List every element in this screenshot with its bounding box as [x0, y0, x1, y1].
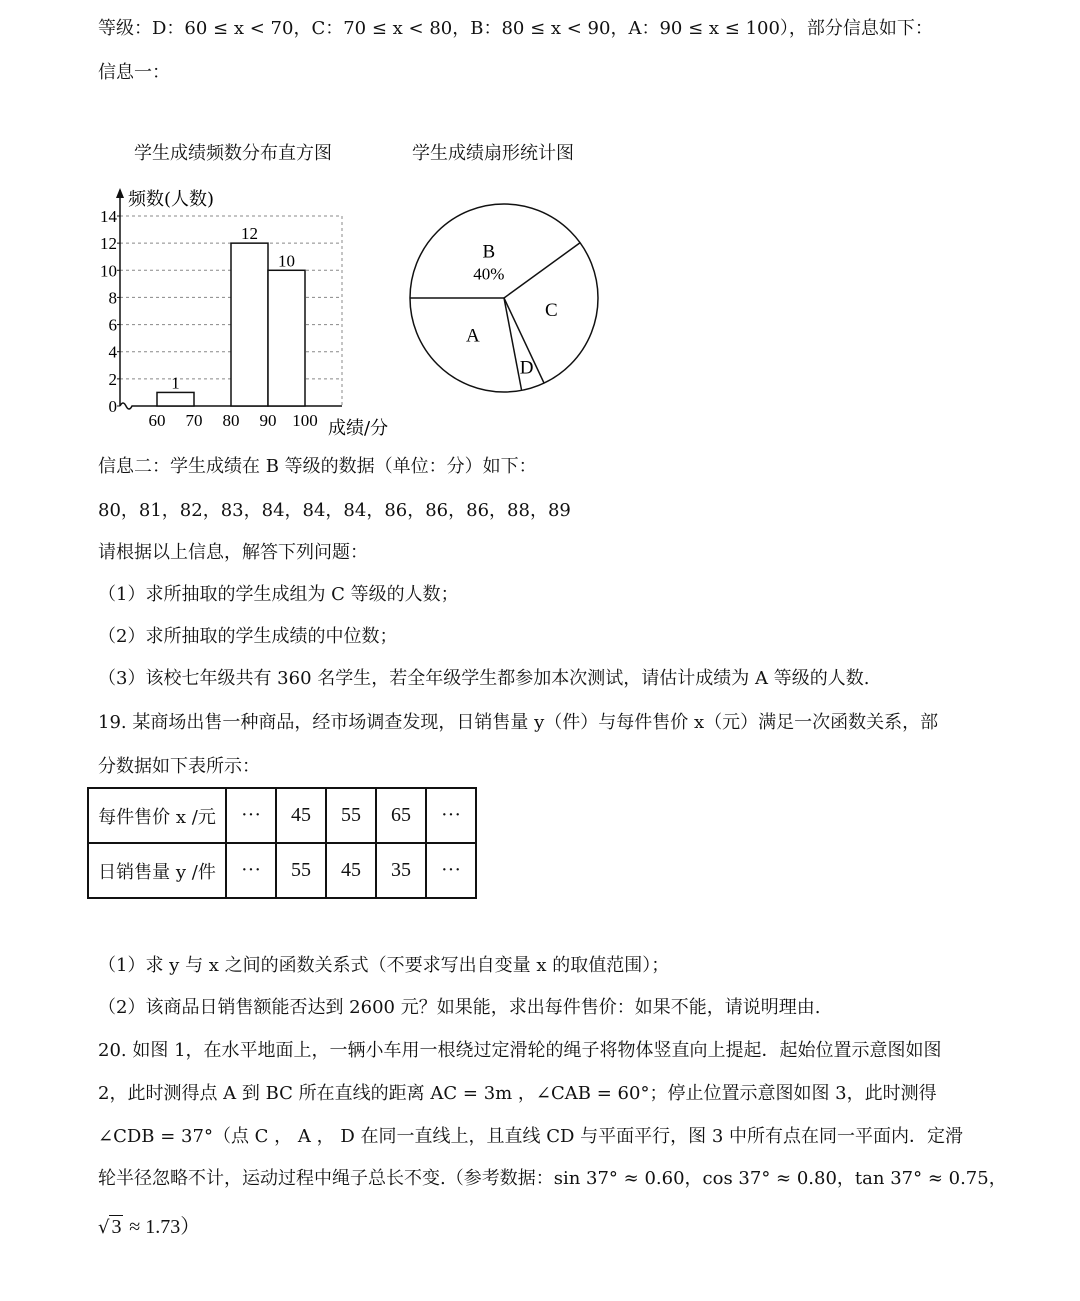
problem-19-line-2: 分数据如下表所示：	[98, 756, 260, 777]
y-tick-label: 0	[108, 397, 117, 416]
table-row	[88, 843, 476, 898]
bar-value-label: 1	[171, 373, 180, 393]
pie-percent-label: 40%	[473, 264, 505, 284]
y-tick-label: 4	[108, 342, 117, 362]
grade-definitions: 等级：D：60 ≤ x < 70，C：70 ≤ x < 80，B：80 ≤ x < 90，A：90 ≤ x ≤ 100），部分信息如下：	[98, 18, 933, 39]
bar-value-label: 12	[241, 224, 258, 244]
charts-area	[0, 0, 1080, 450]
sales-cell: 55	[276, 843, 326, 898]
question-3: （3）该校七年级共有 360 名学生，若全年级学生都参加本次测试，请估计成绩为 A 等级的人数.	[98, 668, 870, 689]
row1-header: 每件售价 x /元	[88, 788, 226, 843]
y-axis-arrow	[116, 188, 124, 198]
info-two: 信息二：学生成绩在 B 等级的数据（单位：分）如下：	[98, 456, 537, 477]
sales-cell: 45	[326, 843, 376, 898]
y-tick-label: 14	[100, 207, 117, 226]
histogram-bar	[268, 270, 305, 406]
price-cell: 45	[276, 788, 326, 843]
ellipsis-cell: ···	[426, 788, 476, 843]
pie-slice-label: B	[482, 241, 496, 263]
problem-19-question-2: （2）该商品日销售额能否达到 2600 元？如果能，求出每件售价：如果不能，请说明理由.	[98, 997, 821, 1018]
table-row	[88, 788, 476, 843]
problem-20-line-3: ∠CDB = 37°（点 C ， A ， D 在同一直线上，且直线 CD 与平面平行，图 3 中所有点在同一平面内．定滑	[98, 1126, 964, 1147]
pie-chart	[410, 204, 598, 392]
problem-19-line-1: 19. 某商场出售一种商品，经市场调查发现，日销售量 y（件）与每件售价 x（元）满足一次函数关系，部	[98, 712, 939, 733]
y-tick-label: 12	[100, 234, 117, 254]
x-tick-label: 80	[222, 411, 240, 430]
problem-20-line-2: 2，此时测得点 A 到 BC 所在直线的距离 AC = 3m ，∠CAB = 60°；停止位置示意图如图 3，此时测得	[98, 1083, 937, 1104]
problem-20-line-5	[98, 1216, 200, 1239]
y-tick-label: 8	[108, 288, 117, 308]
pie-slice-label: D	[519, 357, 534, 379]
x-tick-label: 60	[148, 411, 166, 430]
ellipsis-cell: ···	[226, 843, 276, 898]
b-grade-data: 80，81，82，83，84，84，84，86，86，86，88，89	[98, 500, 571, 521]
x-tick-label: 100	[292, 411, 318, 430]
x-axis-label: 成绩/分	[328, 418, 389, 439]
price-cell: 65	[376, 788, 426, 843]
sqrt-approx: ≈ 1.73）	[129, 1216, 201, 1238]
prompt-text: 请根据以上信息，解答下列问题：	[98, 542, 368, 563]
info-one-label: 信息一：	[98, 62, 170, 83]
histogram-bar	[157, 392, 194, 406]
bar-value-label: 10	[278, 251, 295, 271]
sales-cell: 35	[376, 843, 426, 898]
y-axis-label: 频数(人数)	[128, 189, 215, 210]
y-tick-label: 2	[108, 369, 117, 389]
question-2: （2）求所抽取的学生成绩的中位数；	[98, 626, 398, 647]
sqrt-radicand: 3	[111, 1216, 122, 1238]
histogram-caption: 学生成绩频数分布直方图	[134, 143, 332, 164]
ellipsis-cell: ···	[426, 843, 476, 898]
question-1: （1）求所抽取的学生成组为 C 等级的人数；	[98, 584, 459, 605]
price-sales-table	[87, 787, 477, 899]
row2-header: 日销售量 y /件	[88, 843, 226, 898]
problem-19-question-1: （1）求 y 与 x 之间的函数关系式（不要求写出自变量 x 的取值范围）；	[98, 955, 670, 976]
histogram-bar	[231, 243, 268, 406]
x-tick-label: 70	[185, 411, 203, 430]
problem-20-line-1: 20. 如图 1，在水平地面上，一辆小车用一根绕过定滑轮的绳子将物体竖直向上提起．起始位置示意图如图	[98, 1040, 942, 1061]
problem-20-line-4: 轮半径忽略不计，运动过程中绳子总长不变.（参考数据：sin 37° ≈ 0.60，cos 37° ≈ 0.80，tan 37° ≈ 0.75，	[98, 1168, 1007, 1189]
pie-slice-label: C	[545, 300, 558, 322]
histogram-chart	[100, 188, 388, 439]
ellipsis-cell: ···	[226, 788, 276, 843]
y-tick-label: 6	[108, 315, 117, 335]
y-tick-label: 10	[100, 261, 117, 281]
x-tick-label: 90	[259, 411, 277, 430]
pie-slice-label: A	[465, 325, 480, 347]
price-cell: 55	[326, 788, 376, 843]
pie-caption: 学生成绩扇形统计图	[412, 143, 574, 164]
sqrt-symbol: √	[98, 1217, 110, 1238]
